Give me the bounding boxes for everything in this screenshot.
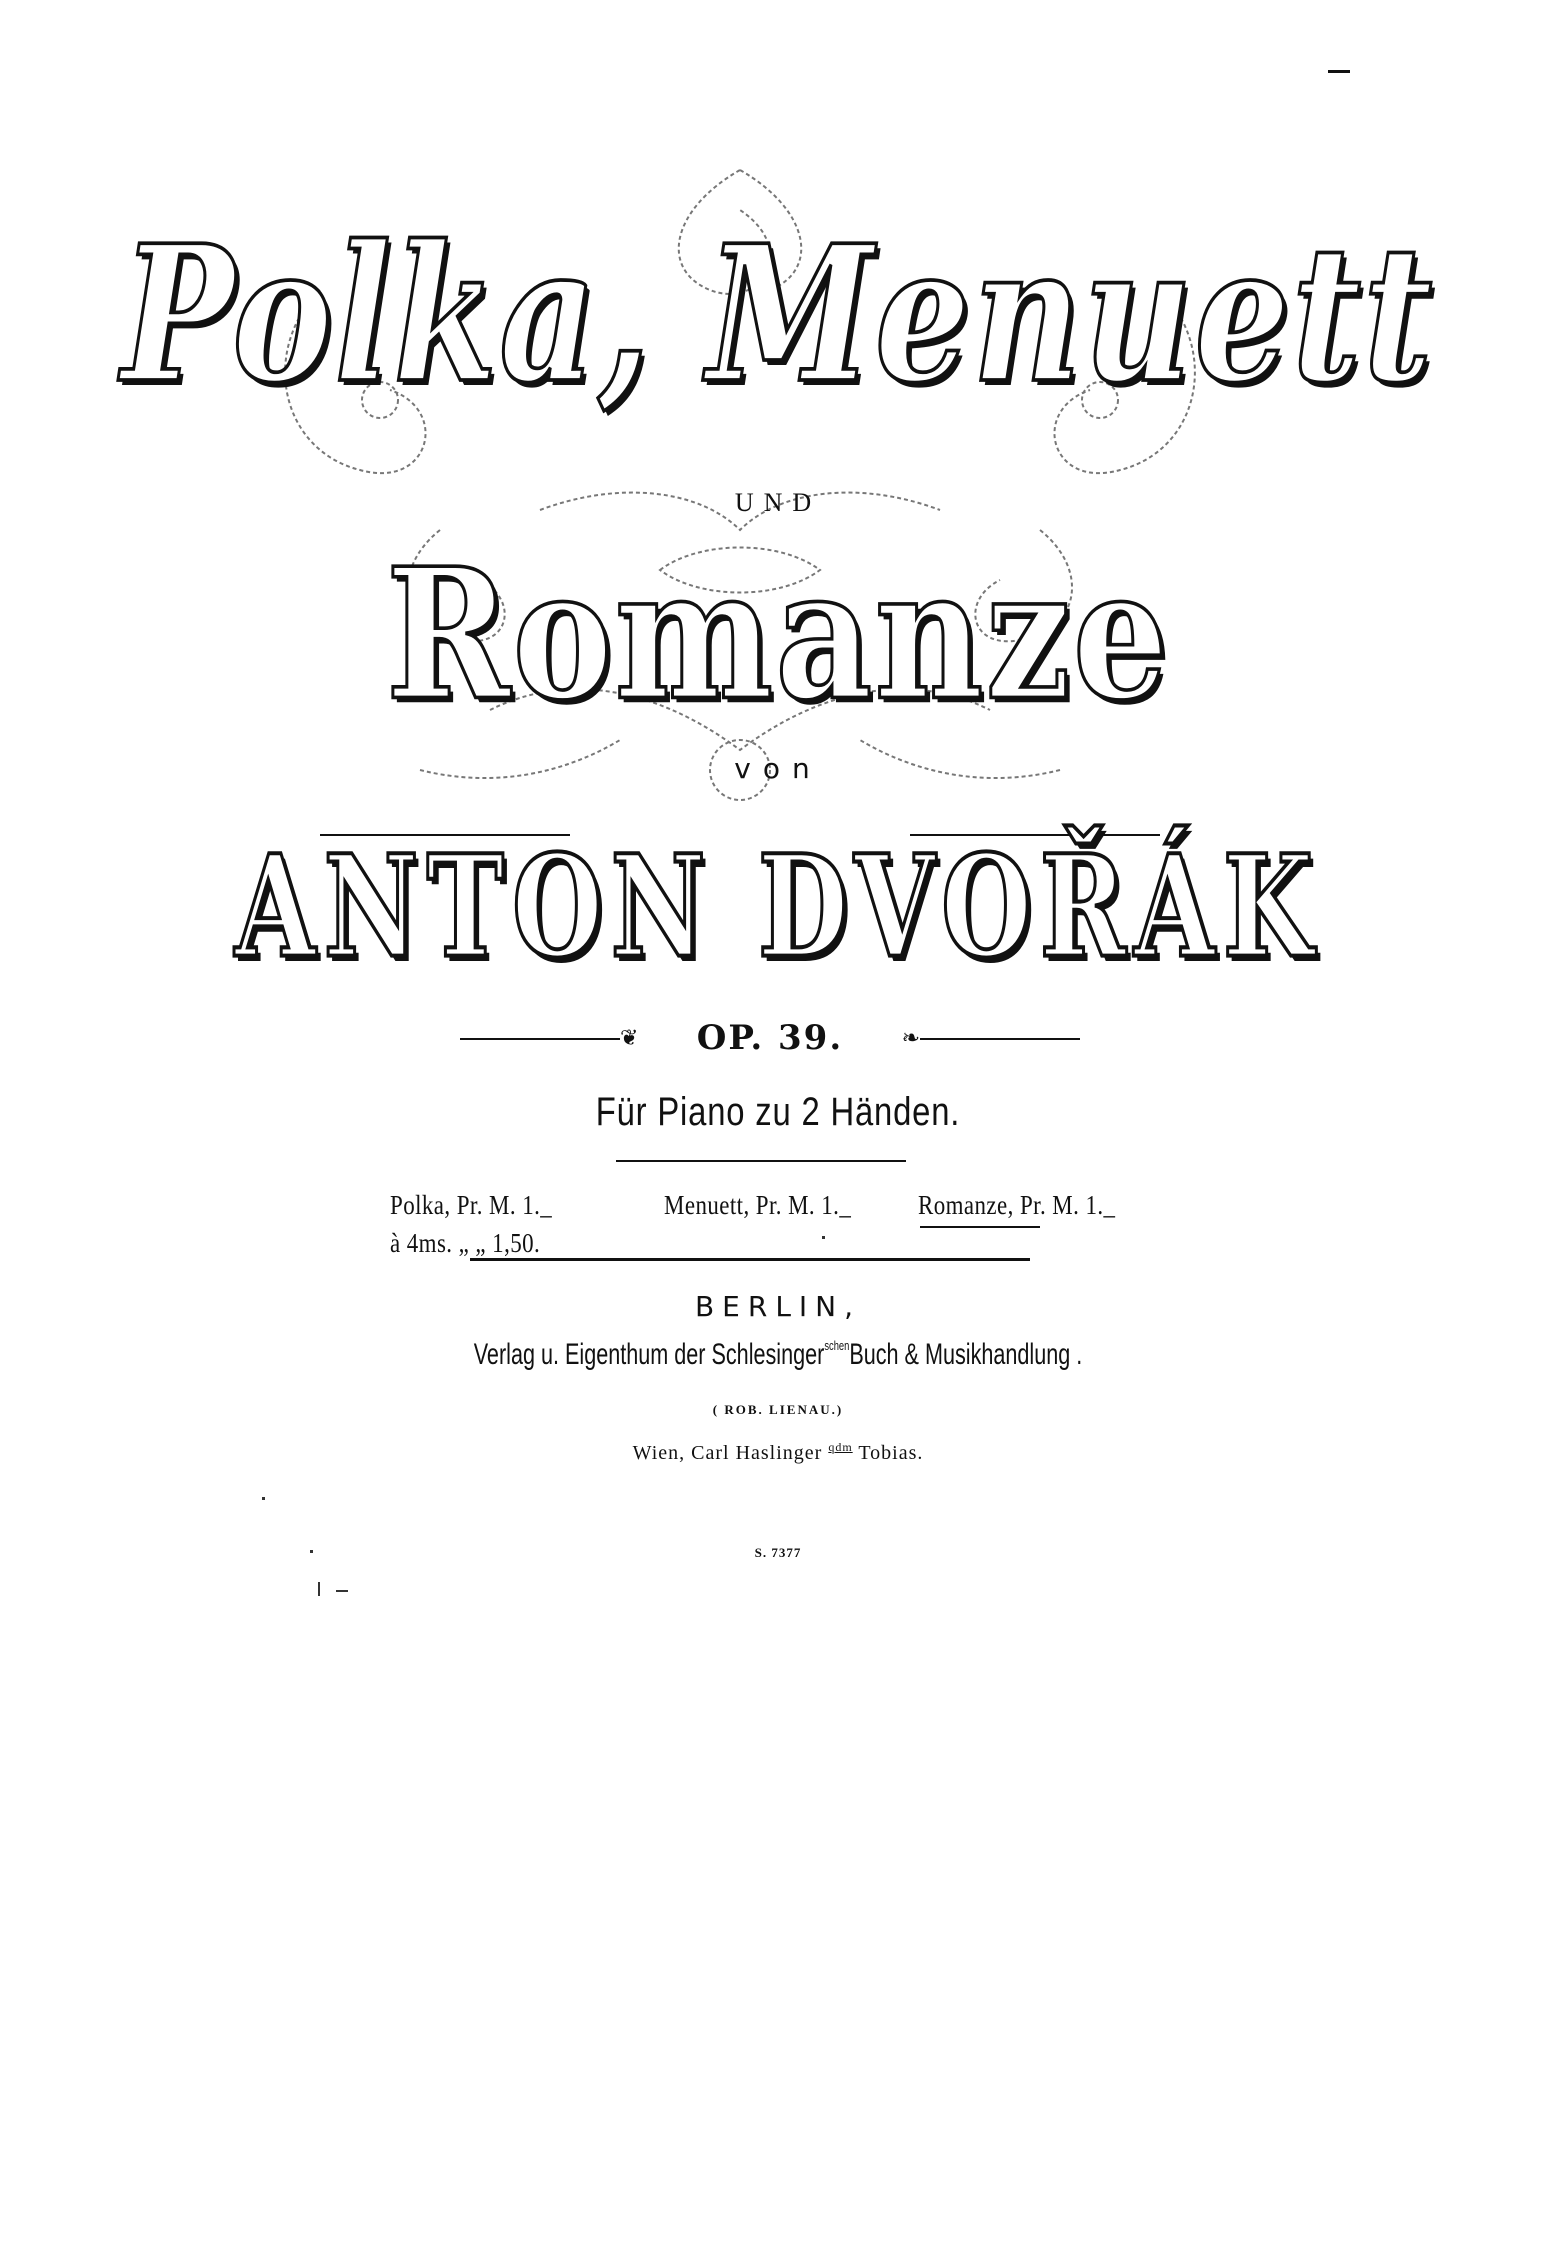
- opus-row: [460, 1018, 1080, 1058]
- title-by: von: [734, 752, 822, 785]
- price-polka: Polka, Pr. M. 1._: [390, 1190, 553, 1220]
- divider: [616, 1160, 906, 1162]
- plate-number: S. 7377: [754, 1545, 802, 1560]
- opus-number: OP. 39.: [696, 1018, 844, 1058]
- speck: [336, 1590, 348, 1592]
- title-line-one: Polka, Menuett: [121, 205, 1435, 425]
- publisher-proprietor: ( ROB. LIENAU.): [712, 1402, 844, 1417]
- divider: [470, 1258, 1030, 1261]
- composer-name: ANTON DVOŘÁK: [234, 823, 1322, 990]
- publisher-line: [218, 1338, 1338, 1372]
- price-menuett: Menuett, Pr. M. 1._: [664, 1190, 852, 1220]
- title-line-two: Romanze: [385, 529, 1171, 741]
- publisher-city: BERLIN,: [694, 1290, 862, 1323]
- price-underline: [920, 1226, 1040, 1228]
- flourish-icon: ❦: [620, 1026, 639, 1051]
- price-romanze: Romanze, Pr. M. 1._: [918, 1190, 1116, 1220]
- speck: [262, 1497, 265, 1500]
- opus-rule-right: [920, 1038, 1080, 1040]
- flourish-icon: ❧: [901, 1026, 920, 1051]
- distributor-line: [0, 1440, 1556, 1465]
- instrumentation: Für Piano zu 2 Händen.: [595, 1090, 961, 1134]
- publisher-business: Buch & Musikhandlung .: [849, 1338, 1083, 1371]
- publisher-name: Verlag u. Eigenthum der Schlesinger: [473, 1338, 825, 1371]
- publisher-superscript: schen: [824, 1338, 850, 1353]
- speck: [822, 1236, 825, 1239]
- speck: [318, 1582, 320, 1596]
- distributor-partner: Tobias.: [858, 1442, 924, 1464]
- distributor-name: Wien, Carl Haslinger: [632, 1442, 823, 1464]
- distributor-superscript: qdm: [828, 1440, 853, 1454]
- speck: [310, 1550, 313, 1553]
- corner-mark: [1328, 70, 1350, 73]
- price-polka-four-hands: à 4ms. „ „ 1,50.: [390, 1228, 541, 1258]
- title-conjunction: UND: [734, 488, 822, 517]
